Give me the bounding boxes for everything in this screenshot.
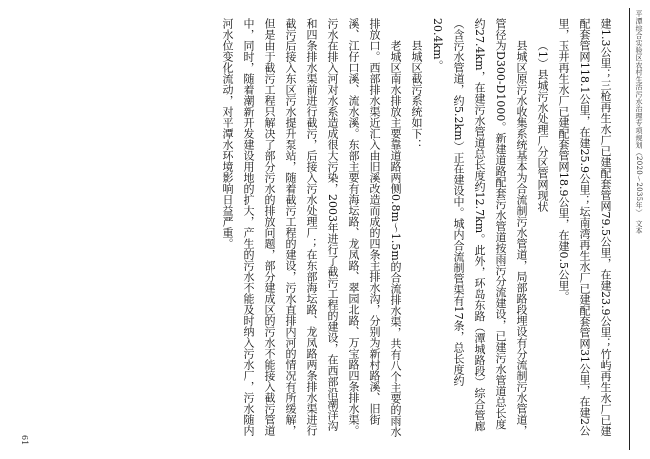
paragraph-interception-intro: 县城区截污系统如下： <box>410 40 423 150</box>
body-text <box>16 18 616 438</box>
paragraph-county-sewer-status: 县城区原污水收集系统基本为合流制污水管道，局部路段埋设有分流制污水管道，管径为D300-D1000。新建道路配套污水管道按雨污分流建设，已建污水管道总长度约27.4km，在建污水管道总长度约12.7km。此外，环岛东路（潭城路段）综合管廊（含污水管道，约5.2km）正在建设中。城内合流制管渠有17条，总长度约20.4km。 <box>431 18 528 436</box>
paragraph-pipeline-lengths: 建1.3公里；三枪再生水厂已建配套管网79.5公里，在建23.9公里；竹屿再生水厂已建配套管网118.1公里，在建25.9公里；坛南湾再生水厂已建配套管网31公里，在建2公里，玉井再生水厂已建配套管网18.9公里，在建0.5公里。 <box>557 18 612 437</box>
page-number: 61 <box>20 434 29 445</box>
section-heading-county-network: （1）县城污水处理厂分区管网现状 <box>536 40 549 212</box>
header-section-text: 文本 <box>635 219 643 235</box>
running-header <box>634 10 644 234</box>
header-divider <box>629 8 630 450</box>
paragraph-old-town-drainage: 老城区南水排放主要靠道路两侧0.8m～1.5m的合流排水渠，共有八个主要的雨水排放口。西部排水渠近汇入由旧溪改造而成的四条主排水沟，分别为新村路溪、旧街溪、江仔口溪、流水溪。东部主要有海坛路、龙凤路、翠园北路、万宝路四条排水渠。污水在排入河对水系造成很大污染，2003年进行了截污工程的建设，在西部沿潮洋沟和四条排水渠前进行截污，后接入污水处理厂；在东部海坛路、龙凤路两条排水渠进行截污后接入东区污水提升泵站，随着截污工程的建设，污水直排内河的情况有所缓解，但是由于截污工程只解决了部分污水的排放问题，部分建成区的污水不能接入截污管道中，同时，随着潮新开发建设用地的扩大，产生的污水不能及时纳入污水厂，污水随内河水位变化流动，对平潭水环境影响日益严重。 <box>221 18 402 437</box>
header-title-text: 平潭综合实验区农村生活污水治理专项规划（2020～2035年） <box>635 10 643 213</box>
